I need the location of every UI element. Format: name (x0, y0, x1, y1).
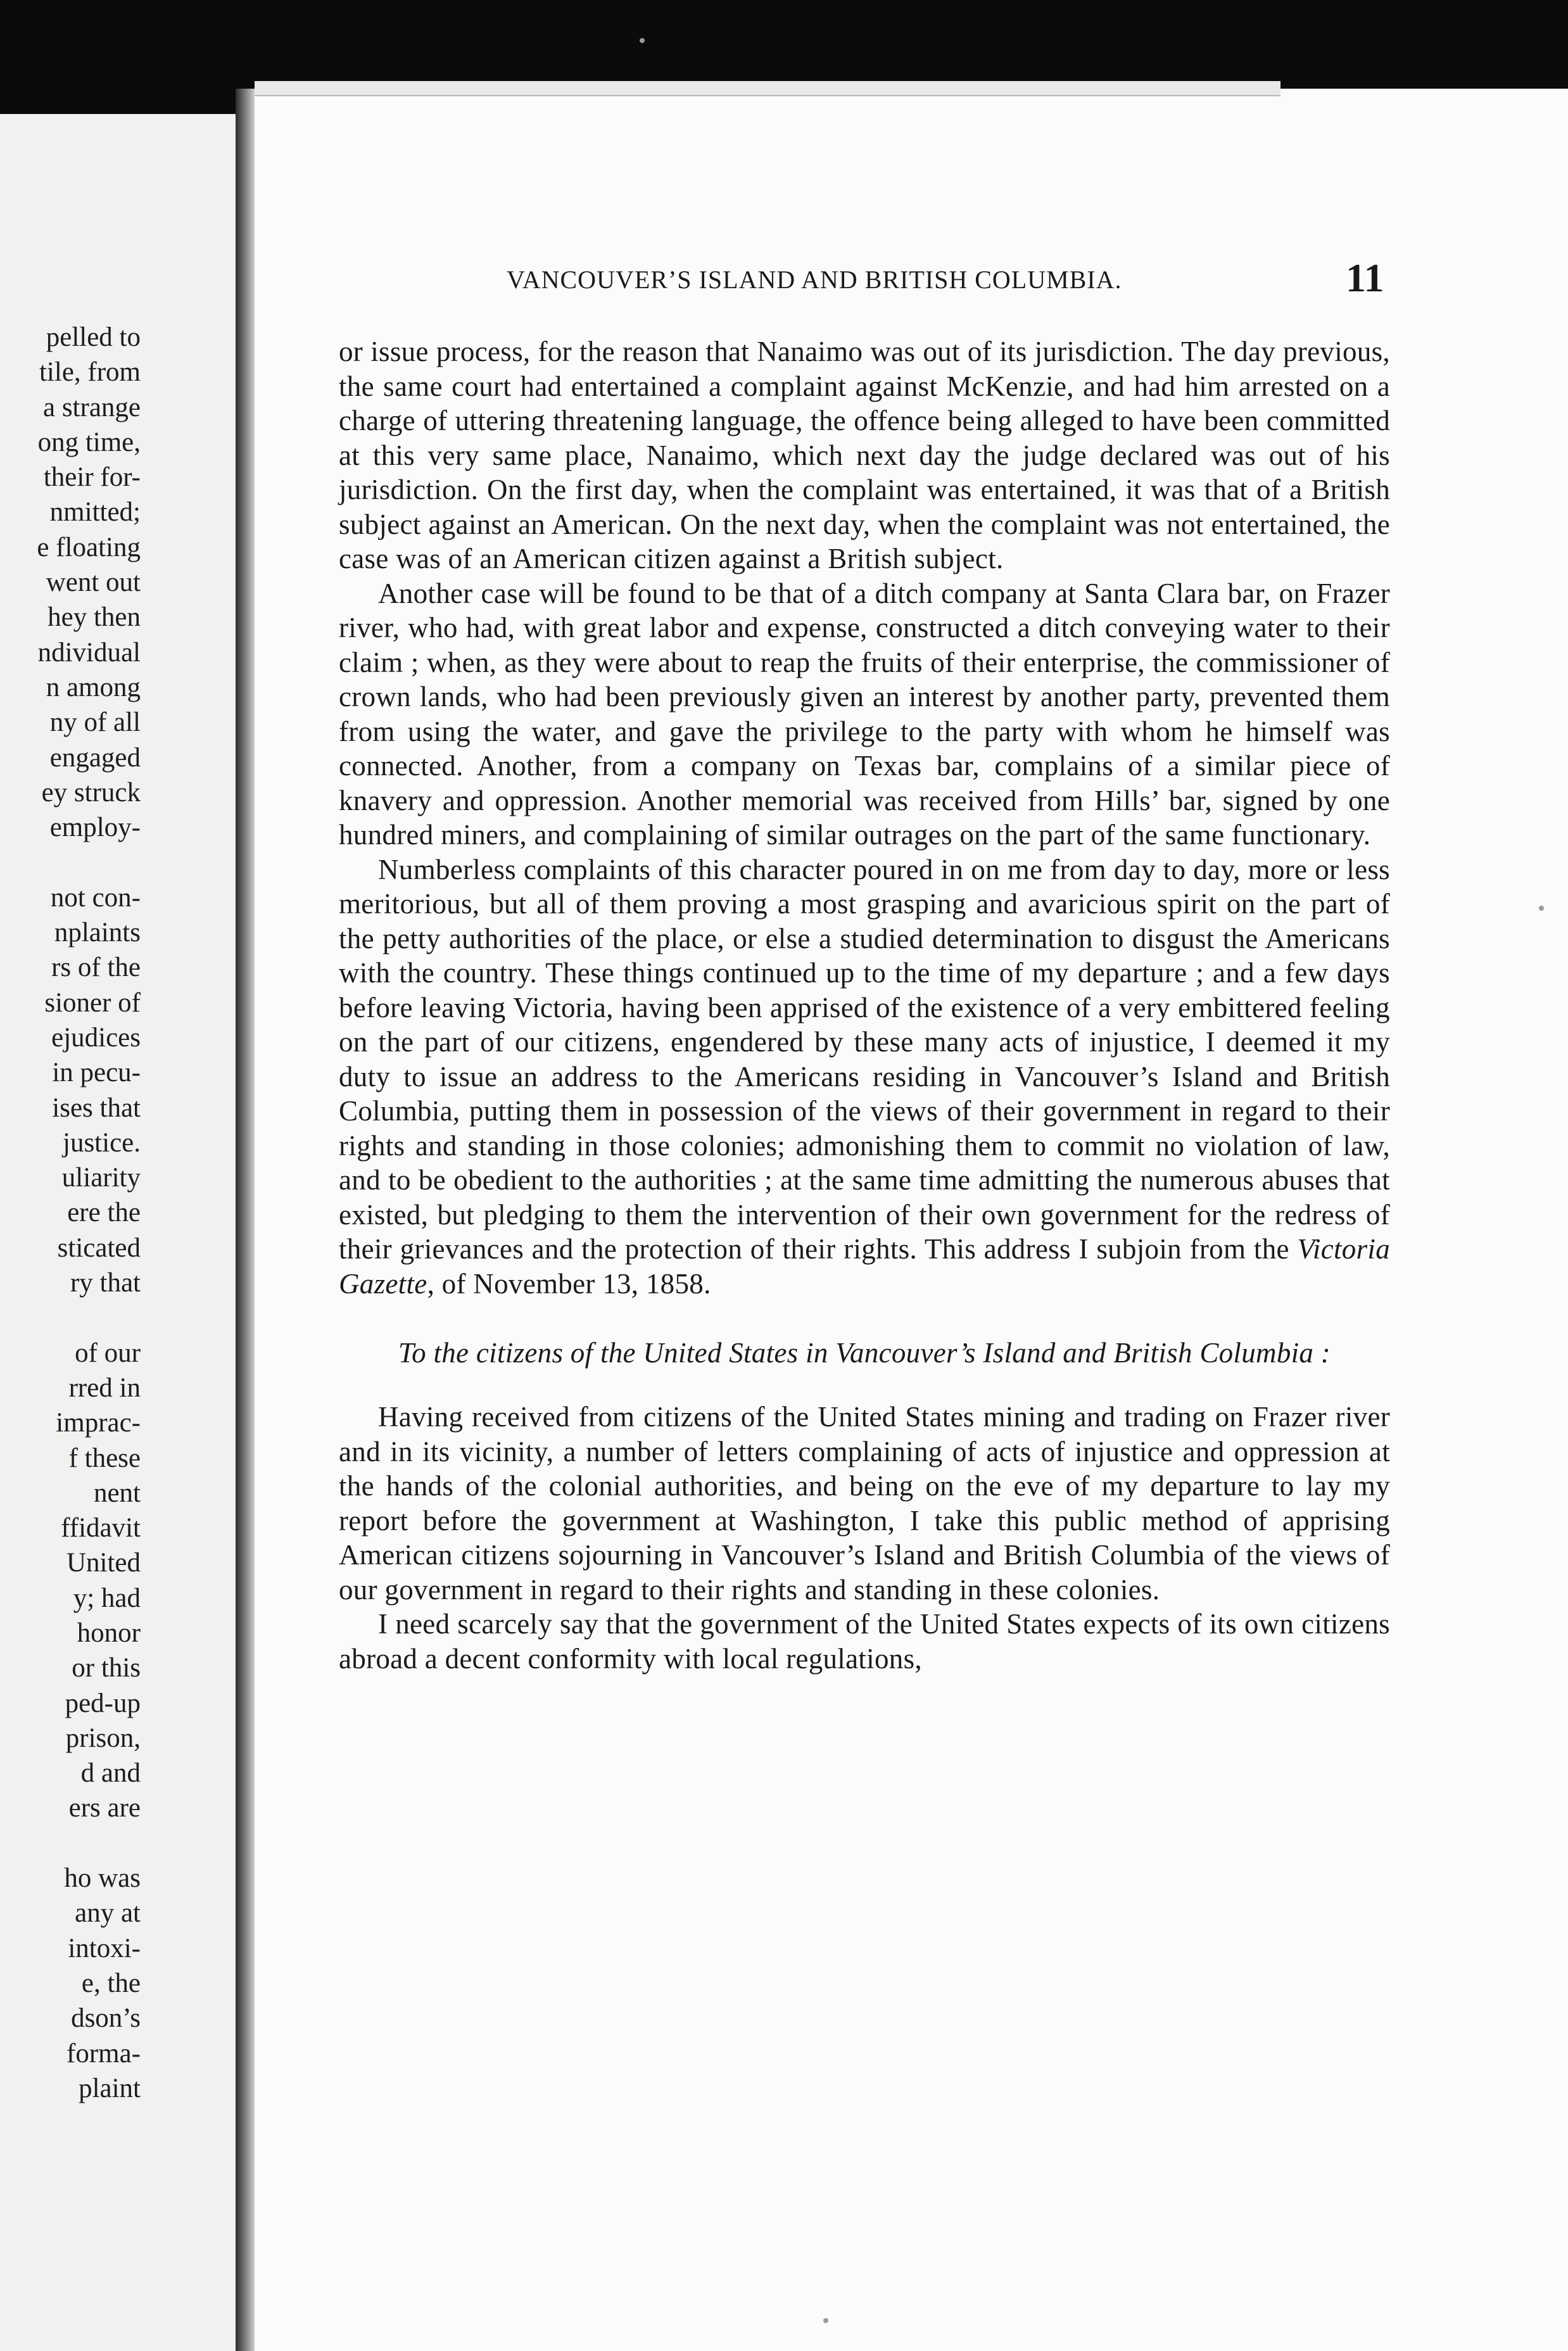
facing-page-line: pelled to (46, 322, 141, 352)
facing-page-text (37, 320, 141, 2106)
facing-page-line: nplaints (54, 918, 141, 948)
paragraph-3-tail: , of November 13, 1858. (427, 1267, 711, 1300)
book-gutter (236, 89, 255, 2351)
facing-page-line (37, 1826, 141, 1861)
paragraph-3 (339, 852, 1390, 1302)
facing-page-line: in pecu- (52, 1058, 141, 1088)
facing-page-line: United (66, 1548, 141, 1578)
scan-speck (823, 2318, 828, 2323)
facing-page-line: uliarity (61, 1163, 141, 1193)
body-text (339, 334, 1390, 1676)
facing-page-line: hey then (47, 602, 141, 633)
facing-page-line: ers are (68, 1793, 141, 1823)
facing-page-line: n among (46, 672, 141, 702)
facing-page-line: nmitted; (49, 497, 141, 528)
facing-page-line: or this (72, 1653, 141, 1683)
facing-page-line: ong time, (37, 427, 141, 457)
page-top-edge (255, 81, 1280, 96)
facing-page-line: ho was (64, 1863, 141, 1894)
facing-page-line: ffidavit (61, 1513, 141, 1543)
facing-page-line: imprac- (56, 1408, 141, 1438)
facing-page-line: dson’s (71, 2003, 141, 2034)
address-heading: To the citizens of the United States in Vancouver’s Island and British Columbia : (398, 1337, 1331, 1369)
facing-page-line: y; had (73, 1583, 141, 1613)
facing-page-line: ry that (70, 1268, 141, 1298)
facing-page-line: honor (77, 1618, 141, 1648)
facing-page-line: ejudices (51, 1022, 141, 1053)
address-paragraph-2: I need scarcely say that the government of the United States expects of its own citizens abroad a decent conformity with local regulations, (339, 1608, 1390, 1675)
facing-page-line: intoxi- (68, 1933, 141, 1963)
facing-page-line: ndividual (37, 637, 141, 668)
facing-page-line: justice. (63, 1127, 141, 1158)
facing-page-line: nent (93, 1478, 141, 1508)
facing-page-line: plaint (79, 2073, 141, 2103)
facing-page-line: sticated (57, 1233, 141, 1263)
facing-page-line: rs of the (51, 953, 141, 983)
facing-page-line: e, the (81, 1968, 141, 1998)
facing-page-line: employ- (49, 813, 141, 843)
paragraph-1: or issue process, for the reason that Nanaimo was out of its jurisdiction. The day previous, the same court had entertained a complaint against McKenzie, and had him arrested on a charge of uttering threatening language, the offence being alleged to have been committed at this very same place, Nanaimo, which next day the judge declared was out of his jurisdiction. On the first day, when the complaint was entertained, it was that of a British subject against an American. On the next day, when the complaint was not entertained, the case was of an American citizen against a British subject. (339, 336, 1390, 574)
scan-speck (640, 38, 645, 43)
facing-page-fragment (0, 114, 236, 2351)
facing-page-line: ere the (67, 1198, 141, 1228)
facing-page-line: ises that (52, 1093, 141, 1123)
running-head: VANCOUVER’S ISLAND AND BRITISH COLUMBIA. (507, 265, 1122, 294)
newspaper-title: Victoria Gazette (339, 1233, 1390, 1300)
facing-page-line: rred in (68, 1372, 141, 1403)
facing-page-line: went out (46, 567, 141, 598)
facing-page-line: any at (75, 1898, 141, 1929)
paragraph-3-text: Numberless complaints of this character poured in on me from day to day, more or less meritorious, but all of them proving a most grasping and avaricious spirit on the part of the petty authorities of the place, or else a studied determination to disgust the Americans with the country. These things continued up to the time of my departure ; and a few days before leaving Victoria, having been apprised of the existence of a very embittered feeling on the part of our citizens, engendered by these many acts of injustice, I deemed it my duty to issue an address to the Americans residing in Vancouver’s Island and British Columbia, putting them in possession of the views of their government in regard to their rights and standing in those colonies; admonishing them to commit no violation of law, and to be obedient to the authorities ; at the same time admitting the numerous abuses that existed, but pledging to them the intervention of their own government for the redress of their grievances and the protection of their rights. This address I subjoin from the (339, 853, 1390, 1265)
address-paragraph-1: Having received from citizens of the United States mining and trading on Frazer river and in its vicinity, a number of letters complaining of acts of injustice and oppression at the hands of the colonial authorities, and being on the eve of my departure to lay my report before the government at Washington, I take this public method of apprising American citizens sojourning in Vancouver’s Island and British Columbia of the views of our government in regard to their rights and standing in these colonies. (339, 1401, 1390, 1606)
facing-page-line: prison, (65, 1723, 141, 1753)
facing-page-line (37, 845, 141, 880)
facing-page-line: sioner of (44, 987, 141, 1018)
facing-page-line: of our (75, 1338, 141, 1368)
facing-page-line: not con- (50, 882, 141, 913)
facing-page-line: tile, from (39, 357, 141, 388)
facing-page-line: forma- (66, 2038, 141, 2069)
facing-page-line: f these (68, 1443, 141, 1473)
facing-page-line: ny of all (49, 707, 141, 738)
facing-page-line: ey struck (41, 777, 141, 808)
facing-page-line: d and (80, 1758, 141, 1789)
paragraph-2: Another case will be found to be that of a ditch company at Santa Clara bar, on Frazer river, who had, with great labor and expense, constructed a ditch conveying water to their claim ; when, as they were about to reap the fruits of their enterprise, the commissioner of crown lands, who had been previously given an interest by another party, prevented them from using the water, and gave the privilege to the party with whom he himself was connected. Another, from a company on Texas bar, complains of a similar piece of knavery and oppression. Another memorial was received from Hills’ bar, signed by one hundred miners, and complaining of similar outrages on the part of the same functionary. (339, 577, 1390, 851)
scan-speck (1539, 906, 1544, 911)
facing-page-line: engaged (49, 742, 141, 773)
facing-page-line: their for- (43, 462, 141, 493)
facing-page-line: a strange (42, 392, 141, 422)
facing-page-line: e floating (37, 532, 141, 562)
facing-page-line: ped-up (65, 1688, 141, 1718)
facing-page-line (37, 1300, 141, 1335)
page-number: 11 (1346, 255, 1384, 300)
